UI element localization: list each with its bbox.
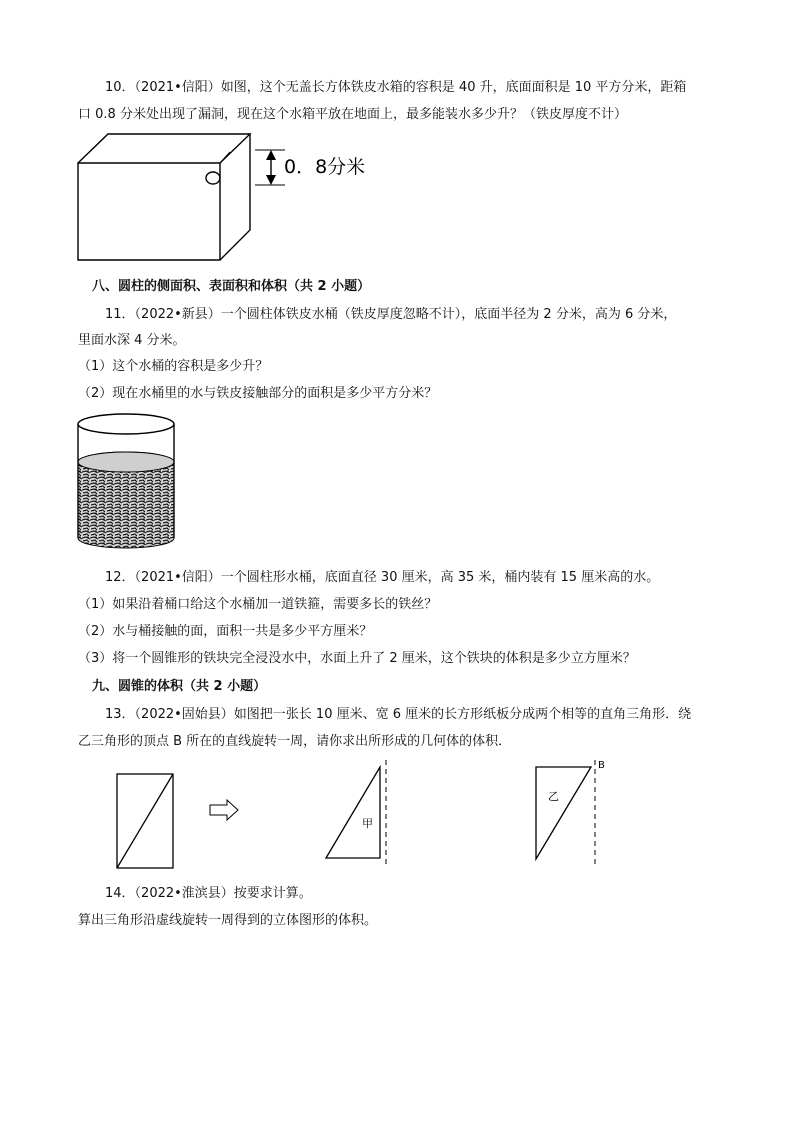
leak-hole <box>206 172 220 184</box>
q10-text-line1: 10．（2021•信阳）如图，这个无盖长方体铁皮水箱的容积是 40 升，底面面积是 10 平方分米，距箱 <box>105 80 687 95</box>
box-inner-edge <box>220 152 230 163</box>
q10-box-figure <box>70 130 390 270</box>
triangle-jia <box>326 767 380 858</box>
water-surface <box>78 452 174 472</box>
q11-text-line2: 里面水深 4 分米。 <box>78 333 186 348</box>
q12-sub3: （3）将一个圆锥形的铁块完全浸没水中，水面上升了 2 厘米，这个铁块的体积是多少立方厘米？ <box>78 651 636 666</box>
section9-title: 九、圆锥的体积（共 2 小题） <box>92 679 267 694</box>
q10-text-line2: 口 0.8 分米处出现了漏洞，现在这个水箱平放在地面上，最多能装水多少升？（铁皮厚度不计） <box>78 107 627 122</box>
q11-sub1: （1）这个水桶的容积是多少升？ <box>78 359 269 374</box>
q13-text-line1: 13．（2022•固始县）如图把一张长 10 厘米、宽 6 厘米的长方形纸板分成两个相等的直角三角形．绕 <box>105 707 692 722</box>
q13-text-line2: 乙三角形的顶点 B 所在的直线旋转一周，请你求出所形成的几何体的体积． <box>78 734 512 749</box>
box-side-edges <box>220 134 250 260</box>
q13-figure <box>100 755 620 875</box>
triangle-yi <box>536 767 591 859</box>
arrow-down-head <box>266 175 276 185</box>
q12-sub1: （1）如果沿着桶口给这个水桶加一道铁箍，需要多长的铁丝？ <box>78 597 438 612</box>
rectangle-diagonal <box>117 774 173 868</box>
label-b: B <box>598 760 605 771</box>
box-front-face <box>78 163 220 260</box>
label-jia: 甲 <box>362 817 373 830</box>
q12-text-line1: 12．（2021•信阳）一个圆柱形水桶，底面直径 30 厘米，高 35 米，桶内装有 15 厘米高的水。 <box>105 570 660 585</box>
q11-sub2: （2）现在水桶里的水与铁皮接触部分的面积是多少平方分米？ <box>78 386 438 401</box>
q12-sub2: （2）水与桶接触的面，面积一共是多少平方厘米？ <box>78 624 373 639</box>
label-yi: 乙 <box>548 790 559 803</box>
q14-text-line1: 14．（2022•淮滨县）按要求计算。 <box>105 886 312 901</box>
right-arrow-icon <box>210 800 238 820</box>
dimension-label: 0．8分米 <box>284 156 366 178</box>
arrow-up-head <box>266 150 276 160</box>
q11-cylinder-figure <box>74 410 184 555</box>
q11-text-line1: 11．（2022•新县）一个圆柱体铁皮水桶（铁皮厚度忽略不计），底面半径为 2 分米，高为 6 分米， <box>105 307 677 322</box>
cylinder-rim <box>78 414 174 434</box>
section8-title: 八、圆柱的侧面积、表面积和体积（共 2 小题） <box>92 279 371 294</box>
q14-text-line2: 算出三角形沿虚线旋转一周得到的立体图形的体积。 <box>78 913 378 928</box>
